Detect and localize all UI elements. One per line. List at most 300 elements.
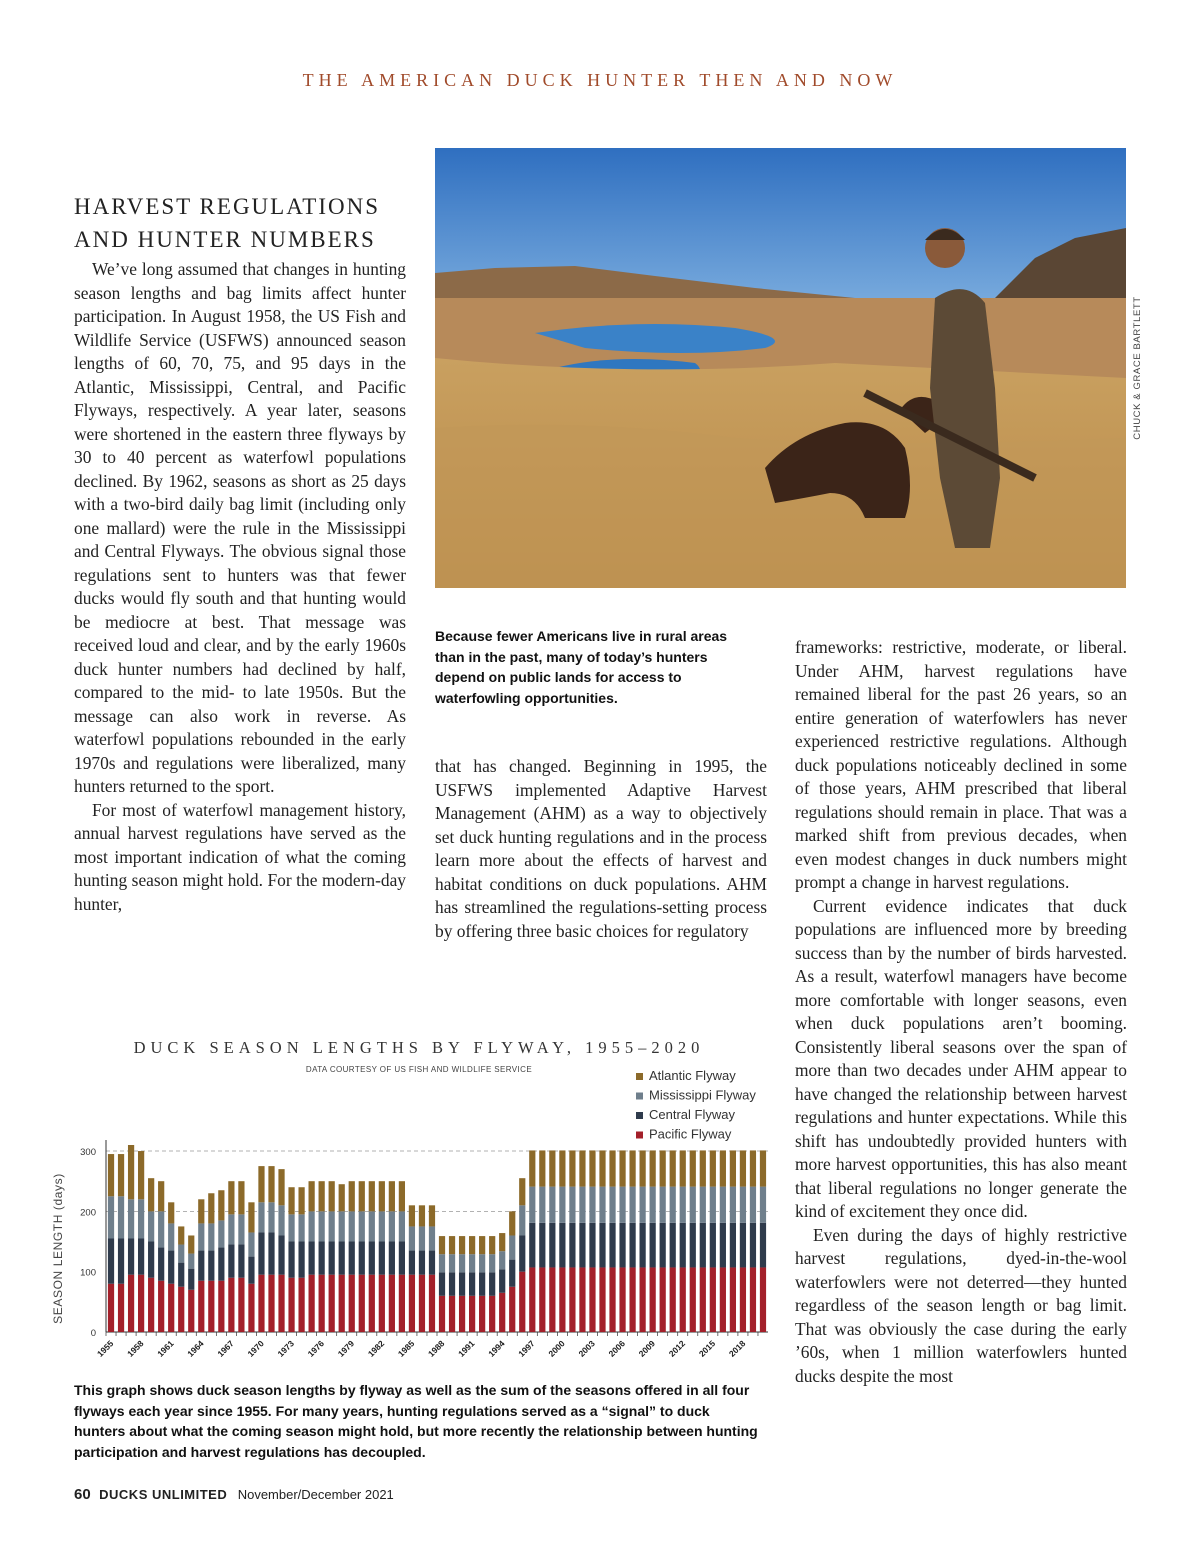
x-tick-label: 1988 (425, 1338, 447, 1359)
bar-mississippi-flyway-1958 (138, 1199, 144, 1238)
bar-atlantic-flyway-1955 (108, 1154, 114, 1196)
bar-pacific-flyway-1980 (359, 1275, 365, 1332)
x-tick-label: 1964 (185, 1338, 206, 1359)
bar-pacific-flyway-2004 (599, 1267, 605, 1332)
bar-central-flyway-2020 (760, 1223, 766, 1268)
bar-central-flyway-2003 (589, 1223, 595, 1268)
bar-mississippi-flyway-1986 (419, 1226, 425, 1250)
bar-pacific-flyway-2002 (579, 1267, 585, 1332)
bar-atlantic-flyway-2013 (690, 1150, 696, 1186)
bar-mississippi-flyway-2005 (609, 1187, 615, 1223)
y-axis-label: SEASON LENGTH (days) (51, 1173, 65, 1324)
bar-mississippi-flyway-1968 (238, 1214, 244, 1244)
bar-pacific-flyway-1974 (298, 1278, 304, 1332)
bar-pacific-flyway-1959 (148, 1278, 154, 1332)
bar-central-flyway-2011 (670, 1223, 676, 1268)
bar-atlantic-flyway-2010 (660, 1150, 666, 1186)
bar-atlantic-flyway-2015 (710, 1150, 716, 1186)
y-tick-label: 100 (80, 1267, 96, 1279)
page-footer (74, 1486, 394, 1504)
bar-mississippi-flyway-1961 (168, 1223, 174, 1250)
bar-pacific-flyway-1985 (409, 1275, 415, 1332)
bar-atlantic-flyway-1999 (549, 1150, 555, 1186)
running-head: THE AMERICAN DUCK HUNTER THEN AND NOW (302, 70, 898, 90)
bar-central-flyway-1977 (329, 1242, 335, 1275)
y-tick-label: 200 (80, 1207, 96, 1219)
bar-pacific-flyway-1956 (118, 1284, 124, 1332)
x-tick-label: 2000 (546, 1338, 567, 1359)
bar-mississippi-flyway-1990 (459, 1254, 465, 1272)
bar-atlantic-flyway-2008 (640, 1150, 646, 1186)
bar-pacific-flyway-1962 (178, 1287, 184, 1332)
bar-atlantic-flyway-1974 (298, 1187, 304, 1214)
bar-mississippi-flyway-1977 (329, 1211, 335, 1241)
bar-pacific-flyway-1984 (399, 1275, 405, 1332)
bar-mississippi-flyway-1956 (118, 1196, 124, 1238)
bar-atlantic-flyway-1959 (148, 1178, 154, 1211)
bar-mississippi-flyway-2000 (559, 1187, 565, 1223)
bar-pacific-flyway-2006 (619, 1267, 625, 1332)
section-heading-line-2: AND HUNTER NUMBERS (74, 227, 376, 252)
bar-pacific-flyway-1978 (339, 1275, 345, 1332)
bar-central-flyway-2012 (680, 1223, 686, 1268)
bar-pacific-flyway-2014 (700, 1267, 706, 1332)
bar-pacific-flyway-1986 (419, 1275, 425, 1332)
bar-mississippi-flyway-1997 (529, 1187, 535, 1223)
bar-central-flyway-1962 (178, 1263, 184, 1287)
x-tick-label: 2012 (666, 1338, 688, 1359)
bar-pacific-flyway-1968 (238, 1278, 244, 1332)
bar-mississippi-flyway-1975 (309, 1211, 315, 1241)
bar-pacific-flyway-1973 (288, 1278, 294, 1332)
bar-central-flyway-1997 (529, 1223, 535, 1268)
x-tick-label: 2009 (636, 1338, 658, 1359)
bar-atlantic-flyway-1990 (459, 1236, 465, 1254)
bar-mississippi-flyway-1992 (479, 1254, 485, 1272)
bar-central-flyway-1966 (218, 1248, 224, 1281)
bar-atlantic-flyway-1997 (529, 1150, 535, 1186)
body-column-3 (795, 636, 1127, 1388)
bar-central-flyway-1986 (419, 1251, 425, 1275)
bar-pacific-flyway-2012 (680, 1267, 686, 1332)
bar-mississippi-flyway-1985 (409, 1226, 415, 1250)
x-tick-label: 1982 (365, 1338, 387, 1359)
bar-pacific-flyway-1961 (168, 1284, 174, 1332)
bar-central-flyway-2015 (710, 1223, 716, 1268)
bar-central-flyway-1970 (258, 1232, 264, 1274)
bar-mississippi-flyway-2012 (680, 1187, 686, 1223)
bar-atlantic-flyway-1969 (248, 1202, 254, 1232)
bar-mississippi-flyway-1960 (158, 1211, 164, 1247)
bar-pacific-flyway-1957 (128, 1275, 134, 1332)
bar-pacific-flyway-2017 (730, 1267, 736, 1332)
bar-mississippi-flyway-2016 (720, 1187, 726, 1223)
bar-pacific-flyway-2018 (740, 1267, 746, 1332)
body-paragraph: Even during the days of highly restrictive harvest regulations, dyed-in-the-wool waterfowlers were not deterred—they hunted regardless of the season length or bag limit. That was obviously the case during the early ’60s, when 1 million waterfowlers hunted ducks despite the most (795, 1224, 1127, 1386)
y-tick-label: 0 (90, 1328, 96, 1339)
bar-mississippi-flyway-1983 (389, 1211, 395, 1241)
season-length-chart (40, 1060, 780, 1375)
bar-atlantic-flyway-1987 (429, 1205, 435, 1226)
bar-atlantic-flyway-2000 (559, 1150, 565, 1186)
bar-central-flyway-1978 (339, 1242, 345, 1275)
body-column-1 (74, 258, 406, 916)
bar-central-flyway-1968 (238, 1245, 244, 1278)
bar-atlantic-flyway-1967 (228, 1181, 234, 1214)
bar-central-flyway-1996 (519, 1235, 525, 1271)
bar-central-flyway-1983 (389, 1242, 395, 1275)
bar-pacific-flyway-1983 (389, 1275, 395, 1332)
bar-mississippi-flyway-2002 (579, 1187, 585, 1223)
bar-central-flyway-2007 (629, 1223, 635, 1268)
bar-mississippi-flyway-2001 (569, 1187, 575, 1223)
bar-pacific-flyway-1991 (469, 1296, 475, 1332)
bar-mississippi-flyway-1999 (549, 1187, 555, 1223)
bar-pacific-flyway-1965 (208, 1281, 214, 1332)
bar-mississippi-flyway-2014 (700, 1187, 706, 1223)
y-tick-label: 300 (80, 1147, 96, 1159)
x-tick-label: 1961 (155, 1338, 176, 1359)
bar-pacific-flyway-2015 (710, 1267, 716, 1332)
bar-pacific-flyway-2003 (589, 1267, 595, 1332)
bar-central-flyway-1972 (278, 1235, 284, 1274)
x-tick-label: 1979 (335, 1338, 357, 1359)
bar-atlantic-flyway-2003 (589, 1150, 595, 1186)
issue-date: November/December 2021 (237, 1487, 394, 1502)
bar-pacific-flyway-1994 (499, 1293, 505, 1332)
legend-swatch (636, 1132, 643, 1139)
bar-pacific-flyway-1963 (188, 1290, 194, 1332)
bar-pacific-flyway-1964 (198, 1281, 204, 1332)
bar-atlantic-flyway-1986 (419, 1205, 425, 1226)
x-tick-label: 1967 (215, 1338, 236, 1359)
bar-atlantic-flyway-1971 (268, 1166, 274, 1202)
bar-central-flyway-1987 (429, 1251, 435, 1275)
bar-atlantic-flyway-1998 (539, 1150, 545, 1186)
bar-atlantic-flyway-1972 (278, 1169, 284, 1205)
bar-atlantic-flyway-2005 (609, 1150, 615, 1186)
bar-pacific-flyway-1993 (489, 1296, 495, 1332)
bar-atlantic-flyway-1977 (329, 1181, 335, 1211)
bar-central-flyway-1998 (539, 1223, 545, 1268)
bar-atlantic-flyway-1965 (208, 1193, 214, 1223)
x-tick-label: 2015 (696, 1338, 718, 1359)
bar-mississippi-flyway-1982 (379, 1211, 385, 1241)
bar-mississippi-flyway-2004 (599, 1187, 605, 1223)
page-number: 60 (74, 1486, 91, 1503)
x-tick-label: 1994 (486, 1338, 507, 1359)
body-paragraph: For most of waterfowl management history, annual harvest regulations have served as the most important indication of what the coming hunting season might hold. For the modern-day hunter, (74, 799, 406, 914)
bar-central-flyway-1991 (469, 1272, 475, 1296)
bar-atlantic-flyway-1970 (258, 1166, 264, 1202)
bar-atlantic-flyway-1992 (479, 1236, 485, 1254)
bar-mississippi-flyway-1962 (178, 1245, 184, 1263)
bar-pacific-flyway-1970 (258, 1275, 264, 1332)
bar-mississippi-flyway-2019 (750, 1187, 756, 1223)
x-tick-label: 2003 (576, 1338, 597, 1359)
bar-pacific-flyway-1955 (108, 1284, 114, 1332)
bar-mississippi-flyway-2017 (730, 1187, 736, 1223)
bar-pacific-flyway-1958 (138, 1275, 144, 1332)
bar-mississippi-flyway-1971 (268, 1202, 274, 1232)
bar-central-flyway-1974 (298, 1242, 304, 1278)
bar-central-flyway-1993 (489, 1272, 495, 1296)
bar-atlantic-flyway-2020 (760, 1150, 766, 1186)
bar-atlantic-flyway-1961 (168, 1202, 174, 1223)
bar-mississippi-flyway-2009 (650, 1187, 656, 1223)
bar-central-flyway-1964 (198, 1251, 204, 1281)
body-paragraph: that has changed. Beginning in 1995, the USFWS implemented Adaptive Harvest Management (AHM) as a way to objectively set duck hunting regulations and in the process learn more about the effects of harvest and habitat conditions on duck populations. AHM has streamlined the regulations-setting process by offering three basic choices for regulatory (435, 756, 767, 941)
bar-pacific-flyway-1972 (278, 1275, 284, 1332)
bar-mississippi-flyway-1963 (188, 1254, 194, 1269)
legend-label: Pacific Flyway (649, 1126, 732, 1142)
bar-pacific-flyway-1999 (549, 1267, 555, 1332)
bar-atlantic-flyway-2012 (680, 1150, 686, 1186)
bar-central-flyway-1985 (409, 1251, 415, 1275)
photo-credit: CHUCK & GRACE BARTLETT (1132, 296, 1143, 440)
bar-central-flyway-2016 (720, 1223, 726, 1268)
bar-mississippi-flyway-1970 (258, 1202, 264, 1232)
bar-atlantic-flyway-1996 (519, 1178, 525, 1205)
bar-pacific-flyway-1966 (218, 1281, 224, 1332)
chart-source: DATA COURTESY OF US FISH AND WILDLIFE SERVICE (305, 1065, 533, 1074)
bar-atlantic-flyway-1964 (198, 1199, 204, 1223)
bar-pacific-flyway-1990 (459, 1296, 465, 1332)
bar-central-flyway-1959 (148, 1242, 154, 1278)
bar-central-flyway-1961 (168, 1251, 174, 1284)
bar-pacific-flyway-2020 (760, 1267, 766, 1332)
bar-atlantic-flyway-1962 (178, 1226, 184, 1244)
bar-mississippi-flyway-1966 (218, 1220, 224, 1247)
bar-atlantic-flyway-2017 (730, 1150, 736, 1186)
bar-pacific-flyway-2007 (629, 1267, 635, 1332)
bar-central-flyway-2017 (730, 1223, 736, 1268)
bar-mississippi-flyway-1974 (298, 1214, 304, 1241)
bar-central-flyway-2005 (609, 1223, 615, 1268)
bar-pacific-flyway-1997 (529, 1267, 535, 1332)
bar-central-flyway-1989 (449, 1272, 455, 1296)
body-paragraph: Current evidence indicates that duck populations are influenced more by breeding success than by the number of birds harvested. As a result, waterfowl managers have become more comfortable with longer seasons, even when duck populations aren’t booming. Consistently liberal seasons over the span of more than two decades under AHM appear to have changed the relationship between harvest regulations and hunter expectations. While this shift has undoubtedly provided hunters with more harvest opportunities, this has also meant that liberal regulations no longer generate the kind of excitement they once did. (795, 895, 1127, 1221)
bar-mississippi-flyway-1972 (278, 1205, 284, 1235)
section-heading-line-1: HARVEST REGULATIONS (74, 194, 380, 219)
bar-mississippi-flyway-1996 (519, 1205, 525, 1235)
bar-central-flyway-1992 (479, 1272, 485, 1296)
bar-mississippi-flyway-1993 (489, 1254, 495, 1272)
bar-atlantic-flyway-1978 (339, 1184, 345, 1211)
bar-atlantic-flyway-2019 (750, 1150, 756, 1186)
bar-central-flyway-2014 (700, 1223, 706, 1268)
bar-central-flyway-2013 (690, 1223, 696, 1268)
body-paragraph: frameworks: restrictive, moderate, or liberal. Under AHM, harvest regulations have remained liberal for the past 26 years, so an entire generation of waterfowlers has never experienced restrictive regulations. Although duck populations noticeably declined in some of those years, AHM prescribed that liberal regulations should remain in place. That was a marked shift from previous decades, when even modest changes in duck numbers might prompt a change in harvest regulations. (795, 637, 1127, 892)
bar-pacific-flyway-1979 (349, 1275, 355, 1332)
bar-central-flyway-1965 (208, 1251, 214, 1281)
bar-pacific-flyway-1976 (319, 1275, 325, 1332)
bar-central-flyway-2010 (660, 1223, 666, 1268)
chart-title: DUCK SEASON LENGTHS BY FLYWAY, 1955–2020 (133, 1038, 705, 1057)
bar-pacific-flyway-1989 (449, 1296, 455, 1332)
bar-atlantic-flyway-1957 (128, 1145, 134, 1199)
hunter-photo-image (435, 148, 1126, 588)
bar-mississippi-flyway-1981 (369, 1211, 375, 1241)
hunter-photo (435, 148, 1126, 588)
bar-mississippi-flyway-2013 (690, 1187, 696, 1223)
bar-pacific-flyway-2008 (640, 1267, 646, 1332)
bar-mississippi-flyway-1965 (208, 1223, 214, 1250)
bar-mississippi-flyway-1959 (148, 1211, 154, 1241)
bar-atlantic-flyway-2016 (720, 1150, 726, 1186)
bar-central-flyway-1969 (248, 1257, 254, 1284)
magazine-name: DUCKS UNLIMITED (99, 1487, 228, 1502)
bar-mississippi-flyway-1969 (248, 1232, 254, 1256)
bar-central-flyway-2006 (619, 1223, 625, 1268)
bar-central-flyway-1988 (439, 1272, 445, 1296)
legend-swatch (636, 1112, 643, 1119)
bar-mississippi-flyway-1967 (228, 1214, 234, 1244)
bar-pacific-flyway-2000 (559, 1267, 565, 1332)
x-tick-label: 1976 (305, 1338, 327, 1359)
bar-atlantic-flyway-2006 (619, 1150, 625, 1186)
bar-atlantic-flyway-2011 (670, 1150, 676, 1186)
bar-central-flyway-1979 (349, 1242, 355, 1275)
bar-atlantic-flyway-1995 (509, 1211, 515, 1235)
bar-atlantic-flyway-2018 (740, 1150, 746, 1186)
bar-pacific-flyway-1987 (429, 1275, 435, 1332)
bar-atlantic-flyway-1975 (309, 1181, 315, 1211)
bar-mississippi-flyway-1991 (469, 1254, 475, 1272)
body-paragraph: We’ve long assumed that changes in hunting season lengths and bag limits affect hunter participation. In August 1958, the US Fish and Wildlife Service (USFWS) announced season lengths of 60, 70, 75, and 95 days in the Atlantic, Mississippi, Central, and Pacific Flyways, respectively. A year later, seasons were shortened in the eastern three flyways by 30 to 40 percent as waterfowl populations declined. By 1962, seasons as short as 25 days with a two-bird daily bag limit (including only one mallard) were the rule in the Mississippi and Central Flyways. The obvious signal those regulations sent to hunters was that fewer ducks would fly south and that hunting would be mediocre at best. That message was received loud and clear, and by the early 1960s duck hunter numbers had declined by half, compared to the mid- to late 1950s. But the message can also work in reverse. As waterfowl populations rebounded in the early 1970s and regulations were liberalized, many hunters returned to the sport. (74, 259, 406, 796)
bar-pacific-flyway-2005 (609, 1267, 615, 1332)
bar-central-flyway-1967 (228, 1245, 234, 1278)
bar-atlantic-flyway-1983 (389, 1181, 395, 1211)
bar-pacific-flyway-1971 (268, 1275, 274, 1332)
x-tick-label: 1955 (94, 1338, 116, 1359)
bar-central-flyway-1956 (118, 1239, 124, 1284)
bar-central-flyway-1973 (288, 1242, 294, 1278)
bar-central-flyway-2008 (640, 1223, 646, 1268)
bar-central-flyway-1981 (369, 1242, 375, 1275)
bar-pacific-flyway-2013 (690, 1267, 696, 1332)
bar-atlantic-flyway-1982 (379, 1181, 385, 1211)
bar-atlantic-flyway-1984 (399, 1181, 405, 1211)
bar-central-flyway-1984 (399, 1242, 405, 1275)
bar-mississippi-flyway-2011 (670, 1187, 676, 1223)
bar-central-flyway-2001 (569, 1223, 575, 1268)
x-tick-label: 1973 (275, 1338, 296, 1359)
bar-central-flyway-1982 (379, 1242, 385, 1275)
bar-pacific-flyway-2010 (660, 1267, 666, 1332)
bar-central-flyway-1960 (158, 1248, 164, 1281)
chart-caption: This graph shows duck season lengths by flyway as well as the sum of the seasons offered in all four flyways each year since 1955. For many years, hunting regulations served as a “signal” to duck hunters about what the coming season might hold, but more recently the relationship between hunting participation and harvest regulations has decoupled. (74, 1382, 758, 1460)
photo-caption: Because fewer Americans live in rural areas than in the past, many of today’s hunters depend on public lands for access to waterfowling opportunities. (435, 628, 728, 706)
bar-central-flyway-1990 (459, 1272, 465, 1296)
x-tick-label: 1985 (395, 1338, 417, 1359)
bar-pacific-flyway-2001 (569, 1267, 575, 1332)
bar-central-flyway-1994 (499, 1269, 505, 1293)
bar-mississippi-flyway-2018 (740, 1187, 746, 1223)
bar-mississippi-flyway-1994 (499, 1251, 505, 1269)
section-heading (74, 190, 414, 256)
bar-pacific-flyway-1960 (158, 1281, 164, 1332)
bar-atlantic-flyway-1988 (439, 1236, 445, 1254)
bar-central-flyway-1963 (188, 1269, 194, 1290)
bar-pacific-flyway-2016 (720, 1267, 726, 1332)
bar-atlantic-flyway-1985 (409, 1205, 415, 1226)
bar-atlantic-flyway-1958 (138, 1151, 144, 1199)
x-tick-label: 2006 (606, 1338, 627, 1359)
bar-pacific-flyway-1996 (519, 1272, 525, 1332)
legend-swatch (636, 1073, 643, 1080)
bar-central-flyway-1971 (268, 1232, 274, 1274)
bar-atlantic-flyway-1960 (158, 1181, 164, 1211)
x-tick-label: 1997 (516, 1338, 537, 1359)
bar-atlantic-flyway-2001 (569, 1150, 575, 1186)
bar-atlantic-flyway-2014 (700, 1150, 706, 1186)
bar-atlantic-flyway-2007 (629, 1150, 635, 1186)
bar-atlantic-flyway-1981 (369, 1181, 375, 1211)
bar-central-flyway-2000 (559, 1223, 565, 1268)
bar-atlantic-flyway-1966 (218, 1190, 224, 1220)
bar-pacific-flyway-1975 (309, 1275, 315, 1332)
bar-atlantic-flyway-1973 (288, 1187, 294, 1214)
bar-pacific-flyway-1982 (379, 1275, 385, 1332)
bar-mississippi-flyway-1980 (359, 1211, 365, 1241)
bar-mississippi-flyway-2007 (629, 1187, 635, 1223)
body-column-2 (435, 755, 767, 943)
bar-atlantic-flyway-1963 (188, 1235, 194, 1253)
legend-label: Atlantic Flyway (649, 1068, 736, 1083)
bar-central-flyway-2019 (750, 1223, 756, 1268)
bar-pacific-flyway-1977 (329, 1275, 335, 1332)
bar-central-flyway-2004 (599, 1223, 605, 1268)
bar-central-flyway-2009 (650, 1223, 656, 1268)
bar-central-flyway-1999 (549, 1223, 555, 1268)
bar-pacific-flyway-1992 (479, 1296, 485, 1332)
legend-label: Mississippi Flyway (649, 1087, 756, 1103)
bar-mississippi-flyway-2020 (760, 1187, 766, 1223)
bar-central-flyway-1976 (319, 1242, 325, 1275)
bar-mississippi-flyway-1995 (509, 1235, 515, 1259)
bar-central-flyway-1957 (128, 1239, 134, 1275)
x-tick-label: 1991 (456, 1338, 477, 1359)
bar-pacific-flyway-2019 (750, 1267, 756, 1332)
bar-mississippi-flyway-1978 (339, 1211, 345, 1241)
bar-mississippi-flyway-1979 (349, 1211, 355, 1241)
bar-mississippi-flyway-1987 (429, 1226, 435, 1250)
bar-atlantic-flyway-1980 (359, 1181, 365, 1211)
bar-mississippi-flyway-1989 (449, 1254, 455, 1272)
bar-atlantic-flyway-2004 (599, 1150, 605, 1186)
bar-mississippi-flyway-1973 (288, 1214, 294, 1241)
bar-mississippi-flyway-2015 (710, 1187, 716, 1223)
legend-swatch (636, 1093, 643, 1100)
bar-central-flyway-2018 (740, 1223, 746, 1268)
bar-atlantic-flyway-2002 (579, 1150, 585, 1186)
bar-mississippi-flyway-2003 (589, 1187, 595, 1223)
bar-mississippi-flyway-1988 (439, 1254, 445, 1272)
x-tick-label: 1958 (125, 1338, 146, 1359)
bar-pacific-flyway-1969 (248, 1284, 254, 1332)
bar-mississippi-flyway-2010 (660, 1187, 666, 1223)
bar-central-flyway-1958 (138, 1239, 144, 1275)
x-tick-label: 2018 (726, 1338, 748, 1359)
bar-atlantic-flyway-1956 (118, 1154, 124, 1196)
bar-mississippi-flyway-1964 (198, 1223, 204, 1250)
bar-atlantic-flyway-1994 (499, 1233, 505, 1251)
bar-atlantic-flyway-1989 (449, 1236, 455, 1254)
bar-pacific-flyway-2009 (650, 1267, 656, 1332)
legend-label: Central Flyway (649, 1107, 735, 1122)
bar-central-flyway-1975 (309, 1242, 315, 1275)
